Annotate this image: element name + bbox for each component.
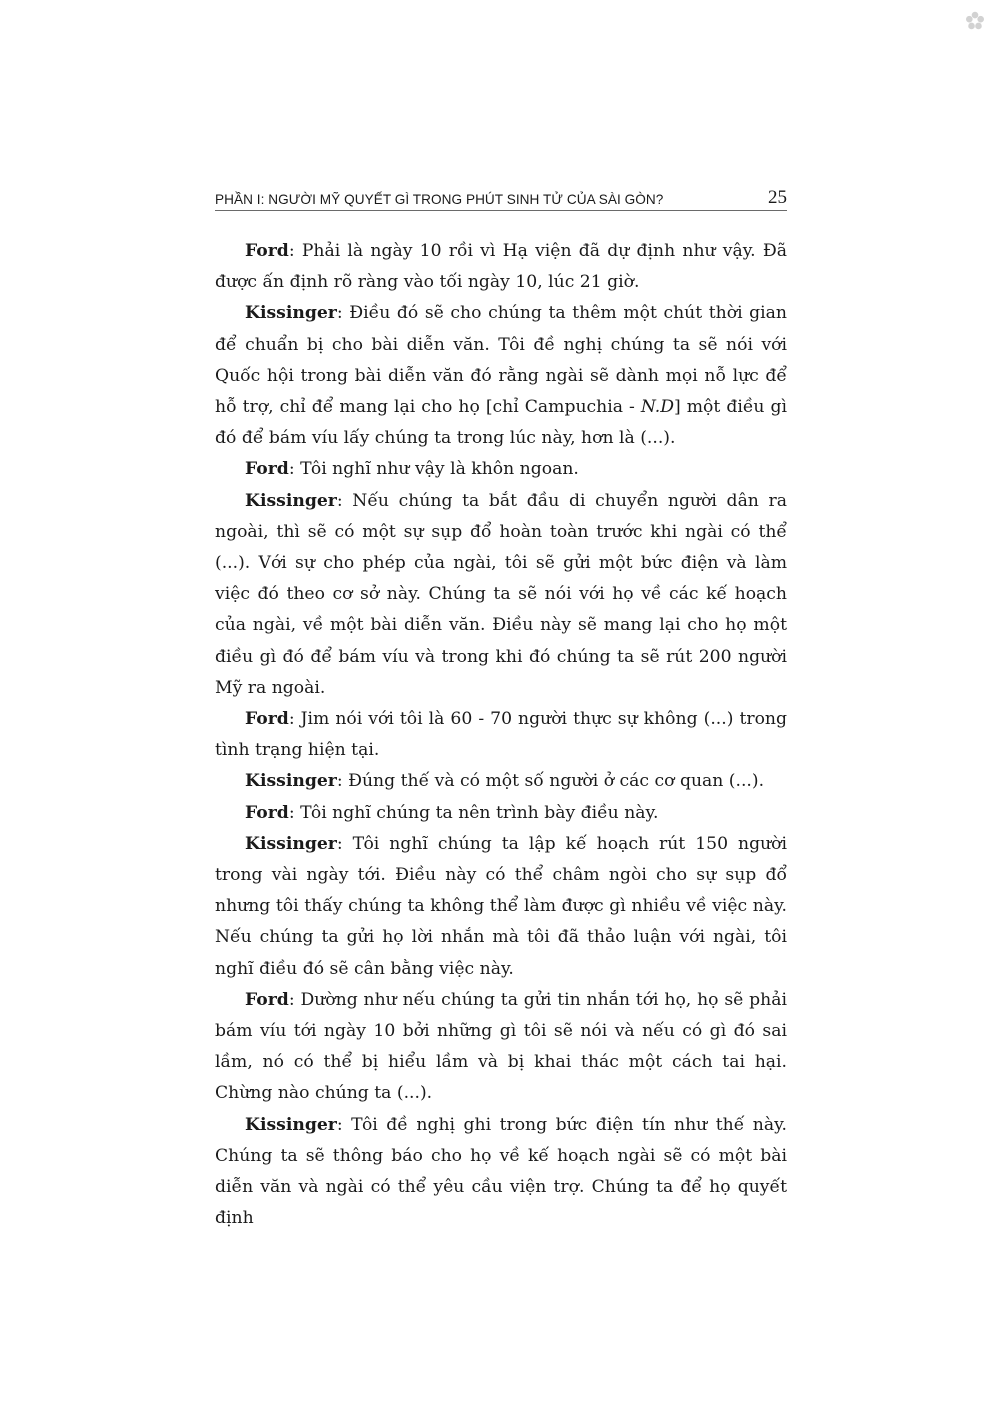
book-page	[215, 188, 787, 1235]
flower-watermark-icon	[964, 10, 986, 32]
paragraph	[215, 298, 787, 454]
paragraph-text: : Tôi nghĩ chúng ta lập kế hoạch rút 150 người trong vài ngày tới. Điều này có thể châm ngòi cho sự sụp đổ nhưng tôi thấy chúng ta không thể làm được gì nhiều về việc này. Nếu chúng ta gửi họ lời nhắn mà tôi đã thảo luận với ngài, tôi nghĩ điều đó sẽ cân bằng việc này.	[215, 833, 787, 979]
paragraph	[215, 798, 787, 829]
paragraph	[215, 829, 787, 985]
paragraph-text: : Nếu chúng ta bắt đầu di chuyển người dân ra ngoài, thì sẽ có một sự sụp đổ hoàn toàn trước khi ngài có thể (...). Với sự cho phép của ngài, tôi sẽ gửi một bức điện và làm việc đó theo cơ sở này. Chúng ta sẽ nói với họ về các kế hoạch của ngài, về một bài diễn văn. Điều này sẽ mang lại cho họ một điều gì đó để bám víu và trong khi đó chúng ta sẽ rút 200 người Mỹ ra ngoài.	[215, 490, 787, 698]
paragraph-text: : Đúng thế và có một số người ở các cơ quan (...).	[336, 771, 765, 792]
speaker-name: Ford	[245, 459, 289, 480]
speaker-name: Kissinger	[245, 490, 337, 511]
page-number: 25	[768, 187, 787, 208]
speaker-name: Kissinger	[245, 771, 337, 792]
speaker-name: Ford	[245, 989, 289, 1010]
speaker-name: Ford	[245, 241, 289, 261]
chapter-title: PHẦN I: NGƯỜI MỸ QUYẾT GÌ TRONG PHÚT SINH TỬ CỦA SÀI GÒN?	[215, 192, 664, 207]
paragraph-text: : Dường như nếu chúng ta gửi tin nhắn tới họ, họ sẽ phải bám víu tới ngày 10 bởi những gì tôi sẽ nói và nếu có gì đó sai lầm, nó có thể bị hiểu lầm và bị khai thác một cách tai hại. Chừng nào chúng ta (...).	[215, 989, 787, 1104]
translator-note: N.D	[640, 397, 675, 418]
paragraph	[215, 1110, 787, 1235]
paragraph-text: : Tôi nghĩ như vậy là khôn ngoan.	[288, 459, 579, 480]
paragraph-text: : Điều đó sẽ cho chúng ta thêm một chút thời gian để chuẩn bị cho bài diễn văn. Tôi đề nghị chúng ta sẽ nói với Quốc hội trong bài diễn văn đó rằng ngài sẽ dành mọi nỗ lực để hỗ trợ, chỉ để mang lại cho họ [chỉ Campuchia -	[215, 303, 787, 418]
paragraph-text: : Tôi nghĩ chúng ta nên trình bày điều này.	[288, 802, 659, 823]
speaker-name: Kissinger	[245, 833, 337, 854]
paragraph-text: : Jim nói với tôi là 60 - 70 người thực sự không (...) trong tình trạng hiện tại.	[215, 709, 787, 761]
paragraph	[215, 766, 787, 797]
paragraph	[215, 704, 787, 766]
running-header	[215, 188, 787, 211]
speaker-name: Ford	[245, 709, 289, 730]
paragraph-text: : Phải là ngày 10 rồi vì Hạ viện đã dự định như vậy. Đã được ấn định rõ ràng vào tối ngày 10, lúc 21 giờ.	[215, 241, 787, 293]
paragraph	[215, 454, 787, 485]
speaker-name: Kissinger	[245, 1114, 337, 1135]
speaker-name: Ford	[245, 802, 289, 823]
paragraph	[215, 486, 787, 704]
paragraph-text-continued: ] một điều gì đó để bám víu lấy chúng ta trong lúc này, hơn là (...).	[215, 397, 787, 449]
paragraph	[215, 985, 787, 1110]
body-text	[215, 236, 787, 1235]
paragraph	[215, 236, 787, 298]
paragraph-text: : Tôi đề nghị ghi trong bức điện tín như thế này. Chúng ta sẽ thông báo cho họ về kế hoạch ngài sẽ có một bài diễn văn và ngài có thể yêu cầu viện trợ. Chúng ta để họ quyết định	[215, 1114, 787, 1229]
speaker-name: Kissinger	[245, 303, 337, 324]
